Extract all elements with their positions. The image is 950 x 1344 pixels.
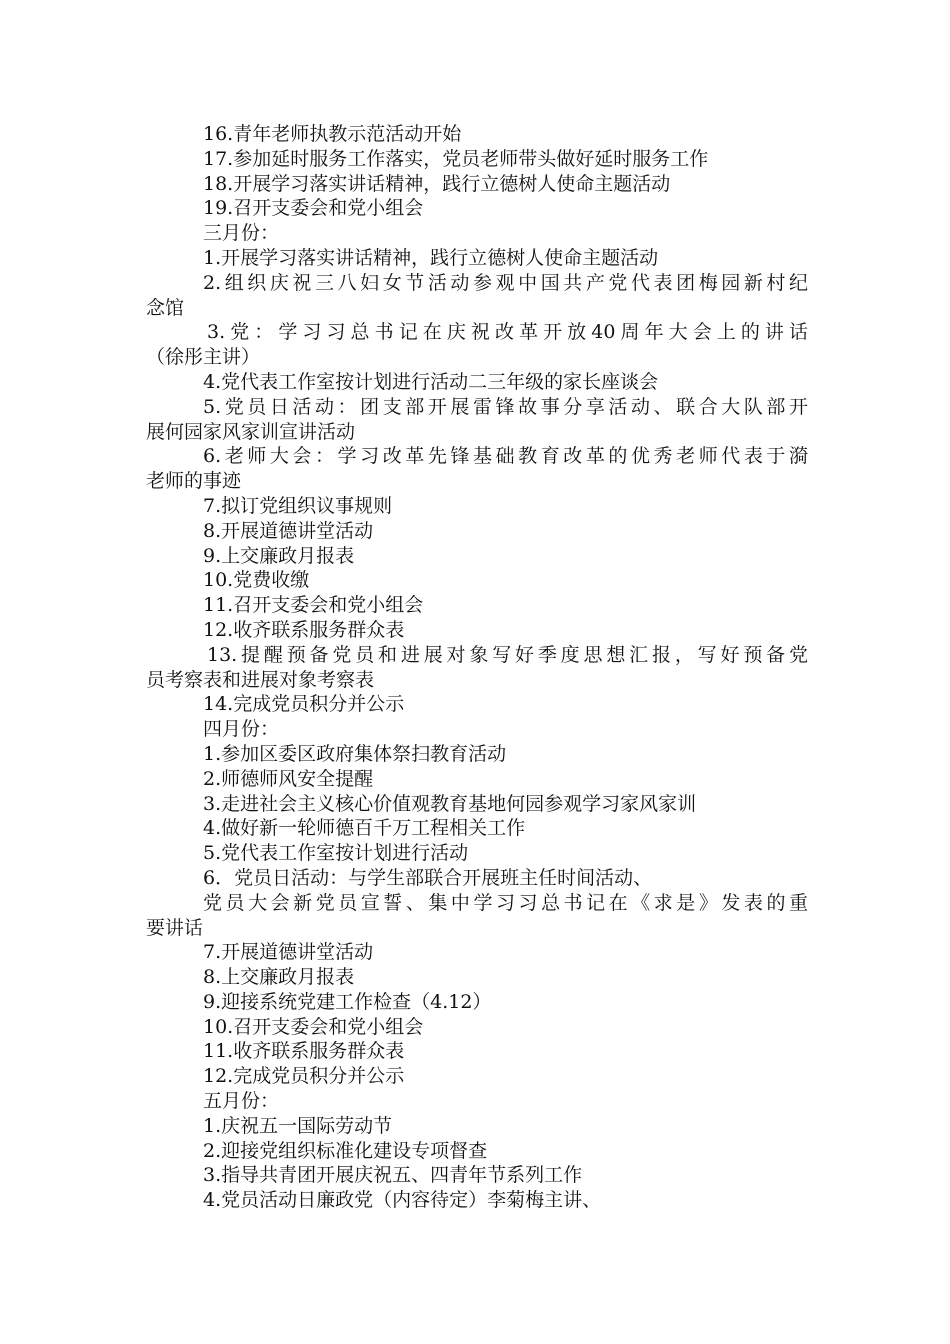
list-item-continuation: 展何园家风家训宣讲活动: [146, 420, 356, 443]
list-item: 13.提醒预备党员和进展对象写好季度思想汇报，写好预备党: [207, 643, 808, 666]
list-item: 6.老师大会：学习改革先锋基础教育改革的优秀老师代表于漪: [203, 445, 808, 468]
section-heading-march: 三月份：: [203, 222, 280, 245]
list-item: 17.参加延时服务工作落实，党员老师带头做好延时服务工作: [203, 147, 709, 170]
list-item: 16.青年老师执教示范活动开始: [203, 123, 462, 145]
list-item: 8.上交廉政月报表: [203, 966, 355, 989]
list-item: 11.召开支委会和党小组会: [203, 594, 424, 617]
list-item: 14.完成党员积分并公示: [203, 693, 405, 716]
list-item: 8.开展道德讲堂活动: [203, 519, 374, 542]
list-item: 3.指导共青团开展庆祝五、四青年节系列工作: [203, 1164, 583, 1187]
list-item: 4.党员活动日廉政党（内容待定）李菊梅主讲、: [203, 1189, 602, 1212]
list-item: 12.收齐联系服务群众表: [203, 618, 405, 641]
list-item: 1.庆祝五一国际劳动节: [203, 1114, 393, 1137]
list-item-continuation: 老师的事迹: [146, 470, 242, 493]
list-item: 9.上交廉政月报表: [203, 544, 355, 567]
section-heading-may: 五月份：: [203, 1090, 280, 1113]
list-item-continuation: （徐彤主讲）: [146, 346, 261, 369]
list-item: 6．党员日活动：与学生部联合开展班主任时间活动、: [203, 866, 653, 889]
list-item: 7.开展道德讲堂活动: [203, 941, 374, 964]
list-item: 9.迎接系统党建工作检查（4.12）: [203, 990, 492, 1013]
list-item: 10.召开支委会和党小组会: [203, 1015, 424, 1038]
list-item: 5.党代表工作室按计划进行活动: [203, 842, 469, 865]
document-body: [146, 122, 808, 1213]
list-item-continuation: 要讲话: [146, 916, 204, 939]
list-item: 7.拟订党组织议事规则: [203, 494, 393, 517]
list-item: 5.党员日活动：团支部开展雷锋故事分享活动、联合大队部开: [203, 395, 808, 418]
list-item: 4.做好新一轮师德百千万工程相关工作: [203, 817, 526, 840]
list-item: 18.开展学习落实讲话精神，践行立德树人使命主题活动: [203, 172, 671, 195]
list-item: 2.组织庆祝三八妇女节活动参观中国共产党代表团梅园新村纪: [203, 271, 808, 294]
list-item: 2.迎接党组织标准化建设专项督查: [203, 1139, 488, 1162]
list-item-continuation: 念馆: [146, 296, 185, 319]
list-item: 3.走进社会主义核心价值观教育基地何园参观学习家风家训: [203, 792, 697, 815]
list-item: 4.党代表工作室按计划进行活动二三年级的家长座谈会: [203, 370, 659, 393]
list-item: 19.召开支委会和党小组会: [203, 197, 424, 220]
list-item: 1.开展学习落实讲话精神，践行立德树人使命主题活动: [203, 246, 659, 269]
list-item: 12.完成党员积分并公示: [203, 1065, 405, 1088]
list-item: 11.收齐联系服务群众表: [203, 1040, 405, 1063]
list-item: 3.党：学习习总书记在庆祝改革开放40周年大会上的讲话: [207, 321, 808, 344]
list-item-continuation: 员考察表和进展对象考察表: [146, 668, 375, 691]
section-heading-april: 四月份：: [203, 718, 280, 741]
list-item: 党员大会新党员宣誓、集中学习习总书记在《求是》发表的重: [203, 891, 808, 914]
list-item: 10.党费收缴: [203, 569, 310, 592]
list-item: 2.师德师风安全提醒: [203, 767, 374, 790]
list-item: 1.参加区委区政府集体祭扫教育活动: [203, 742, 507, 765]
